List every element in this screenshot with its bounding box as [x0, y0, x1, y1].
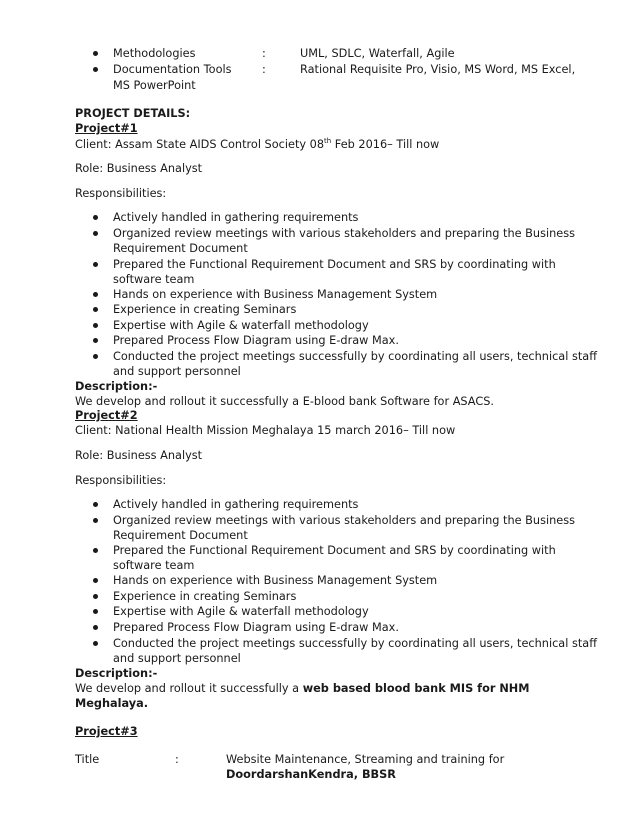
bullet-icon [93, 625, 98, 630]
list-item: Actively handled in gathering requirements [113, 498, 359, 511]
list-item: Organized review meetings with various stakeholders and preparing the Business [113, 514, 575, 527]
list-item: Conducted the project meetings successfully by coordinating all users, technical staff [113, 637, 597, 650]
bullet-icon [93, 215, 98, 220]
bullet-icon [93, 67, 98, 72]
skill-value: UML, SDLC, Waterfall, Agile [300, 47, 455, 60]
responsibilities-label: Responsibilities: [75, 474, 167, 487]
bullet-icon [93, 578, 98, 583]
title-value: Website Maintenance, Streaming and training for [226, 753, 505, 766]
project-description: We develop and rollout it successfully a web based blood bank MIS for NHM [75, 682, 530, 695]
skill-value: Rational Requisite Pro, Visio, MS Word, MS Excel, [300, 63, 576, 76]
bullet-icon [93, 609, 98, 614]
description-label: Description:- [75, 380, 158, 393]
bullet-icon [93, 307, 98, 312]
list-item: Prepared the Functional Requirement Document and SRS by coordinating with [113, 258, 556, 271]
skill-label: Methodologies [113, 47, 196, 60]
title-label: Title [75, 753, 100, 766]
project-role: Role: Business Analyst [75, 162, 203, 175]
project-title: Project#3 [75, 725, 138, 738]
list-item: software team [113, 273, 195, 286]
list-item: Organized review meetings with various stakeholders and preparing the Business [113, 227, 575, 240]
project-description-continued: Meghalaya. [75, 697, 149, 710]
project-description: We develop and rollout it successfully a E-blood bank Software for ASACS. [75, 395, 494, 408]
responsibilities-label: Responsibilities: [75, 187, 167, 200]
list-item: Hands on experience with Business Management System [113, 574, 438, 587]
bullet-icon [93, 231, 98, 236]
list-item: Expertise with Agile & waterfall methodology [113, 319, 369, 332]
bullet-icon [93, 323, 98, 328]
bullet-icon [93, 518, 98, 523]
list-item: Experience in creating Seminars [113, 590, 297, 603]
title-value-continued: DoordarshanKendra, BBSR [226, 768, 397, 781]
bullet-icon [93, 292, 98, 297]
bullet-icon [93, 51, 98, 56]
bullet-icon [93, 548, 98, 553]
project-client: Client: Assam State AIDS Control Society 08th Feb 2016– Till now [75, 137, 440, 151]
description-label: Description:- [75, 667, 158, 680]
list-item: and support personnel [113, 365, 241, 378]
skill-separator: : [262, 47, 266, 60]
list-item: Actively handled in gathering requirements [113, 211, 359, 224]
list-item: Requirement Document [113, 242, 248, 255]
bullet-icon [93, 594, 98, 599]
section-heading: PROJECT DETAILS: [75, 107, 191, 120]
skill-label: Documentation Tools [113, 63, 232, 76]
list-item: and support personnel [113, 652, 241, 665]
bullet-icon [93, 262, 98, 267]
project-title: Project#2 [75, 409, 138, 422]
project-role: Role: Business Analyst [75, 449, 203, 462]
bullet-icon [93, 502, 98, 507]
list-item: Expertise with Agile & waterfall methodology [113, 605, 369, 618]
bullet-icon [93, 641, 98, 646]
skill-value-continued: MS PowerPoint [113, 79, 196, 92]
project-title: Project#1 [75, 122, 138, 135]
list-item: Conducted the project meetings successfully by coordinating all users, technical staff [113, 350, 597, 363]
project-client: Client: National Health Mission Meghalaya 15 march 2016– Till now [75, 424, 456, 437]
list-item: Prepared Process Flow Diagram using E-draw Max. [113, 621, 399, 634]
list-item: Hands on experience with Business Management System [113, 288, 438, 301]
bullet-icon [93, 338, 98, 343]
list-item: Experience in creating Seminars [113, 303, 297, 316]
bullet-icon [93, 354, 98, 359]
list-item: software team [113, 559, 195, 572]
list-item: Requirement Document [113, 529, 248, 542]
list-item: Prepared Process Flow Diagram using E-draw Max. [113, 334, 399, 347]
title-separator: : [175, 753, 179, 766]
skill-separator: : [262, 63, 266, 76]
list-item: Prepared the Functional Requirement Document and SRS by coordinating with [113, 544, 556, 557]
